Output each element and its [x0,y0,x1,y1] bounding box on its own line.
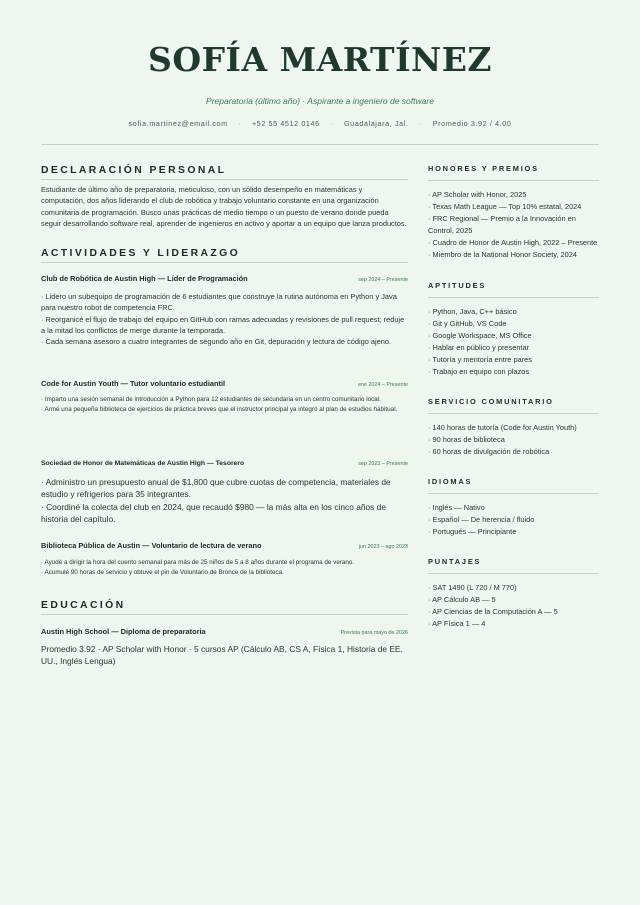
education-heading: EDUCACIÓN [41,600,408,615]
activity-bullets [41,476,408,526]
list-item: · Español — De herencia / fluido [428,514,599,526]
list-item: · 140 horas de tutoría (Code for Austin Youth) [428,422,599,434]
activity-entry-header [41,274,408,283]
list-item: · SAT 1490 (L 720 / M 770) [428,582,599,594]
personal-statement-heading: DECLARACIÓN PERSONAL [41,165,408,180]
activity-date: sep 2024 – Presente [358,277,408,283]
list-item: · AP Scholar with Honor, 2025 [428,189,599,201]
bullet-item: · Lidero un subequipo de programación de 6 estudiantes que construye la rutina autónoma en Python y Java para nuestro robot de competencia FRC. [41,291,408,314]
list-item: · AP Física 1 — 4 [428,618,599,630]
skills-list [428,306,599,377]
header-divider [41,144,599,145]
list-item: · AP Ciencias de la Computación A — 5 [428,606,599,618]
list-item: · Google Workspace, MS Office [428,330,599,342]
community-list [428,422,599,458]
activity-title: Biblioteca Pública de Austin — Voluntario de lectura de verano [41,541,262,550]
list-item: · AP Cálculo AB — 5 [428,594,599,606]
education-details: Promedio 3.92 · AP Scholar with Honor · 5 cursos AP (Cálculo AB, CS A, Física 1, Historia de EE. UU., Inglés Lengua) [41,644,403,667]
activity-entry-header [41,541,408,550]
activity-date: ene 2024 – Presente [357,382,408,388]
activities-heading: ACTIVIDADES Y LIDERAZGO [41,248,408,263]
bullet-item: · Acumulé 90 horas de servicio y obtuve el pin de Voluntario de Bronce de la biblioteca. [41,568,408,578]
activity-title: Sociedad de Honor de Matemáticas de Austin High — Tesorero [41,460,245,467]
tagline: Preparatoria (último año) · Aspirante a ingeniero de software [206,96,434,106]
scores-heading: PUNTAJES [428,557,599,574]
activity-bullets [41,395,408,415]
education-title: Austin High School — Diploma de preparatoria [41,627,206,636]
education-date: Prevista para mayo de 2026 [340,630,408,636]
list-item: · Hablar en público y presentar [428,342,599,354]
contact-line [0,119,640,128]
activity-date: sep 2023 – Presente [358,461,408,467]
list-item: · Miembro de la National Honor Society, 2024 [428,249,599,261]
list-item: · Inglés — Nativo [428,502,599,514]
skills-heading: APTITUDES [428,281,599,298]
list-item: · FRC Regional — Premio a la Innovación en Control, 2025 [428,213,599,237]
contact-separator: · [238,119,242,128]
list-item: · 90 horas de biblioteca [428,434,599,446]
bullet-item: · Ayudé a dirigir la hora del cuento semanal para más de 25 niños de 5 a 8 años durante el programa de verano. [41,558,408,568]
list-item: · Portugués — Principiante [428,526,599,538]
list-item: · 60 horas de divulgación de robótica [428,446,599,458]
education-entry-header [41,627,408,636]
list-item: · Tutoría y mentoría entre pares [428,354,599,366]
location-text: Guadalajara, Jal. [343,119,409,128]
activity-entry-header [41,379,408,388]
community-heading: SERVICIO COMUNITARIO [428,397,599,414]
contact-separator: · [330,119,334,128]
list-item: · Python, Java, C++ básico [428,306,599,318]
bullet-item: · Administro un presupuesto anual de $1,800 que cubre cuotas de competencia, materiales de estudio y refrigerios para 35 integrantes. [41,476,408,501]
activity-bullets [41,291,408,347]
languages-heading: IDIOMAS [428,477,599,494]
activity-bullets [41,558,408,578]
personal-statement-text: Estudiante de último año de preparatoria, meticuloso, con un sólido desempeño en matemáticas y computación, dos años liderando el club de robótica y trabajo voluntario constante en una organización comunitaria de programación. Busco unas prácticas de medio tiempo o un puesto de verano donde pueda seguir desarrollando software real, aprender de ingenieros en activo y aportar a un equipo que lanza productos. [41,185,407,228]
languages-list [428,502,599,538]
activity-date: jun 2023 – ago 2023 [358,544,408,550]
activity-title: Club de Robótica de Austin High — Líder de Programación [41,274,248,283]
email-text: sofia.martinez@email.com [128,119,228,128]
bullet-item: · Armé una pequeña biblioteca de ejercicios de práctica breves que el instructor principal ya integró al plan de estudios habitual. [41,405,408,415]
scores-list [428,582,599,630]
list-item: · Git y GitHub, VS Code [428,318,599,330]
bullet-item: · Coordiné la colecta del club en 2024, que recaudó $980 — la más alta en los cinco años de historia del capítulo. [41,501,408,526]
honors-list [428,189,599,260]
activity-title: Code for Austin Youth — Tutor voluntario estudiantil [41,379,226,388]
list-item: · Trabajo en equipo con plazos [428,366,599,378]
bullet-item: · Reorganicé el flujo de trabajo del equipo en GitHub con ramas adecuadas y revisiones de pull request; reduje a la mitad los conflictos de merge durante la temporada. [41,314,408,337]
bullet-item: · Cada semana asesoro a cuatro integrantes de segundo año en Git, depuración y lectura de código ajeno. [41,336,408,347]
list-item: · Cuadro de Honor de Austin High, 2022 – Presente [428,237,599,249]
bullet-item: · Imparto una sesión semanal de introducción a Python para 12 estudiantes de secundaria en un centro comunitario local. [41,395,408,405]
phone-text: +52 55 4512 0146 [251,119,320,128]
contact-separator: · [419,119,423,128]
gpa-text: Promedio 3.92 / 4.00 [432,119,512,128]
activity-entry-header [41,460,408,467]
list-item: · Texas Math League — Top 10% estatal, 2024 [428,201,599,213]
honors-heading: HONORES Y PREMIOS [428,164,599,181]
candidate-name: SOFÍA MARTÍNEZ [148,40,492,79]
